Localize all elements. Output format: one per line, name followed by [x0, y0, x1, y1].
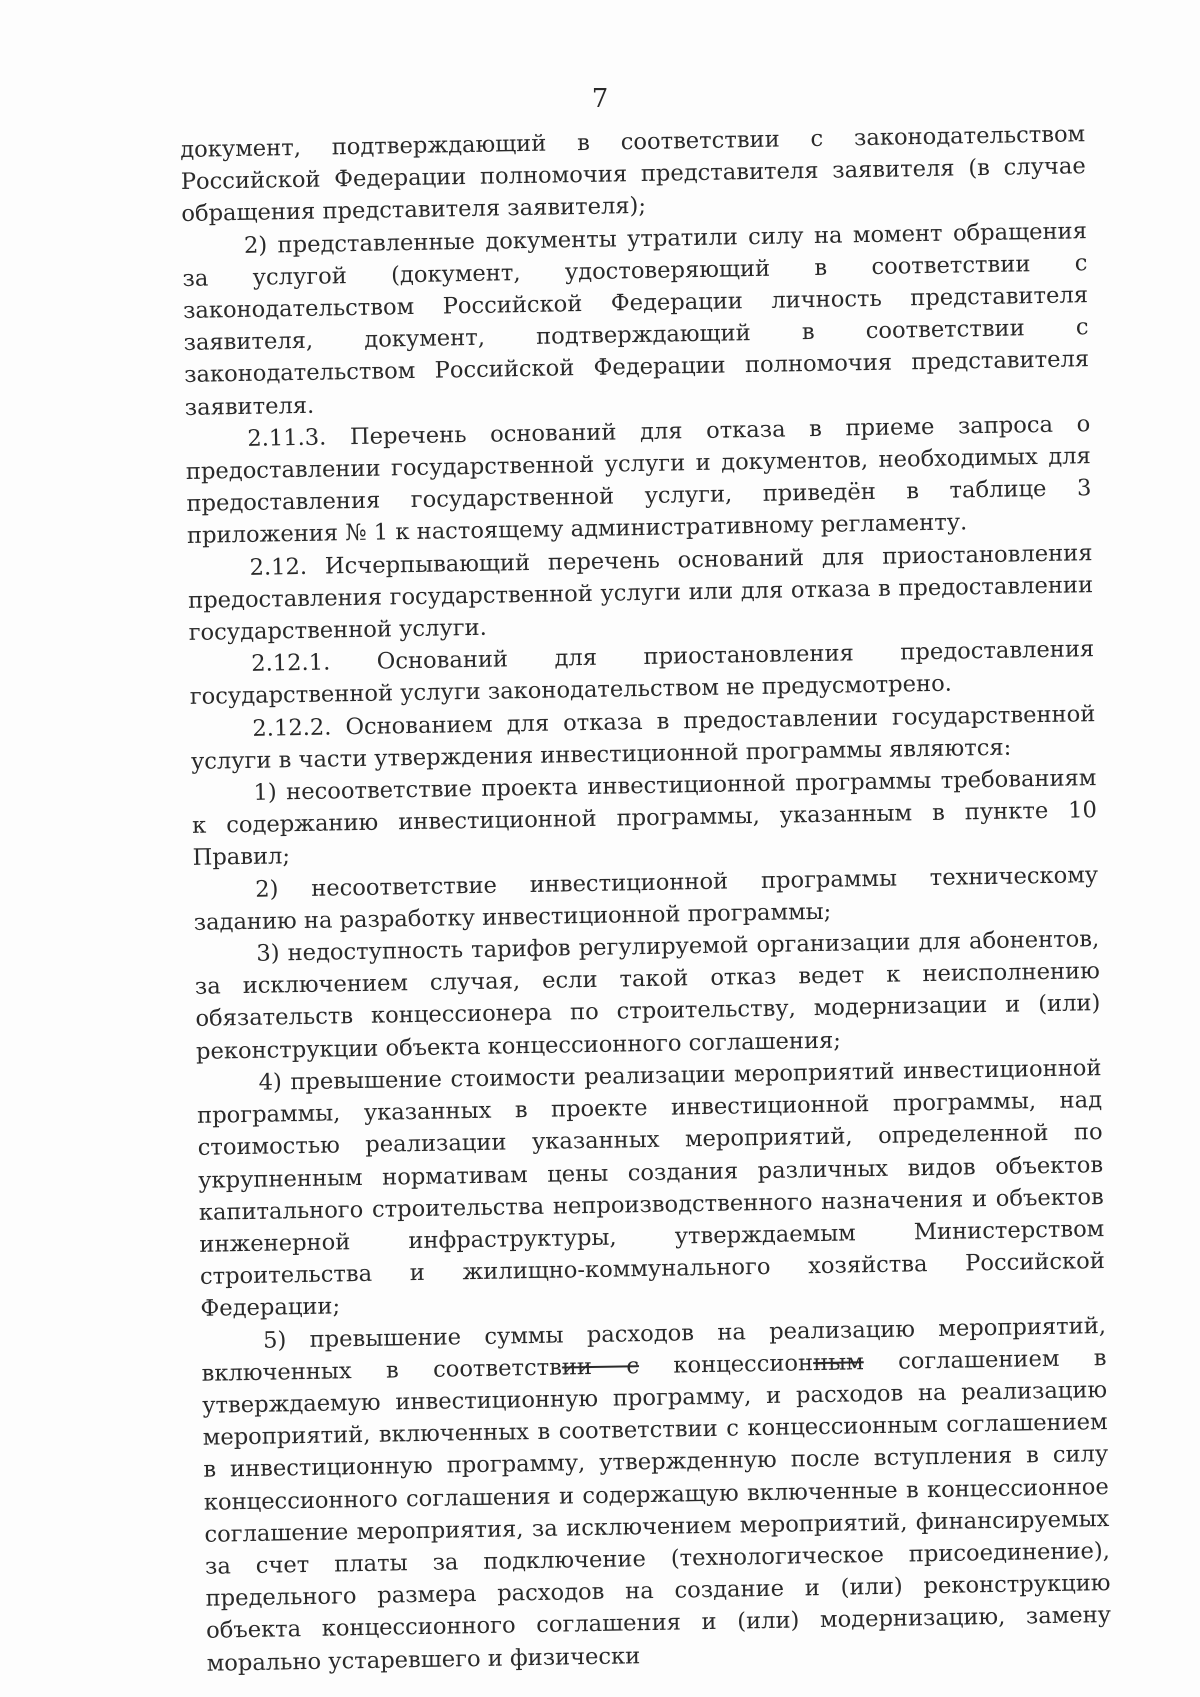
list-item-5-part1: 5) превышение суммы расходов на реализацию мероприятий, включенных в соответств [201, 1312, 1107, 1387]
list-item-5-part3: соглашением в утверждаемую инвестиционную программу, и расходов на реализацию мероприятий, включенных в соответствии с концессионным соглашением в инвестиционную программу, утвержденную после вступления в силу концессионного соглашения и содержащую включенные в концессионное соглашение мероприятия, за исключением мероприятий, финансируемых за счет платы за подключение (технологическое присоединение), предельного размера расходов на создание и (или) реконструкцию объекта концессионного соглашения и (или) модернизацию, замену морально устаревшего и физически [201, 1344, 1112, 1677]
list-item-3: 3) недоступность тарифов регулируемой организации для абонентов, за исключением случая, если такой отказ ведет к неисполнению обязательств концессионера по строительству, модернизации и (или) реконструкции объекта концессионного соглашения; [194, 926, 1101, 1065]
document-body [180, 118, 1112, 1679]
page-number: 7 [591, 84, 609, 114]
list-item-1: 1) несоответствие проекта инвестиционной программы требованиям к содержанию инвестиционной программы, указанным в пункте 10 Правил; [191, 765, 1098, 872]
paragraph-2-12-2: 2.12.2. Основанием для отказа в предоставлении государственной услуги в части утверждения инвестиционной программы являются: [190, 700, 1096, 775]
list-item-5-strike2: ным [812, 1348, 864, 1376]
list-item-5 [201, 1310, 1112, 1680]
list-item-4: 4) превышение стоимости реализации мероприятий инвестиционной программы, указанных в проекте инвестиционной программы, над стоимостью реализации указанных мероприятий, определенной по укрупненным нормативам цены создания различных видов объектов капитального строительства непроизводственного назначения и объектов инженерной инфраструктуры, утверждаемым Министерством строительства и жилищно-коммунального хозяйства Российской Федерации; [196, 1054, 1106, 1323]
paragraph-2-12-1: 2.12.1. Оснований для приостановления предоставления государственной услуги законодательством не предусмотрено. [189, 636, 1095, 711]
list-item-5-part2: концессион [638, 1349, 814, 1379]
paragraph-2-11-3: 2.11.3. Перечень оснований для отказа в приеме запроса о предоставлении государственной услуги и документов, необходимых для предоставления государственной услуги, приведён в таблице 3 приложения № 1 к настоящему административному регламенту. [185, 410, 1092, 550]
list-item-5-strike1: ии с [561, 1352, 640, 1381]
paragraph-2-12: 2.12. Исчерпывающий перечень оснований для приостановления предоставления государственной услуги или для отказа в предоставлении государственной услуги. [187, 539, 1094, 646]
list-item-2: 2) несоответствие инвестиционной программы техническому заданию на разработку инвестиционной программы; [193, 861, 1099, 936]
paragraph-representative-authority: документ, подтверждающий в соответствии с законодательством Российской Федерации полномочия представителя заявителя (в случае обращения представителя заявителя); [180, 121, 1086, 228]
paragraph-documents-expired: 2) представленные документы утратили силу на момент обращения за услугой (документ, удостоверяющий в соответствии с законодательством Российской Федерации личность представителя заявителя, документ, подтверждающий в соответствии с законодательством Российской Федерации полномочия представителя заявителя. [182, 217, 1090, 421]
